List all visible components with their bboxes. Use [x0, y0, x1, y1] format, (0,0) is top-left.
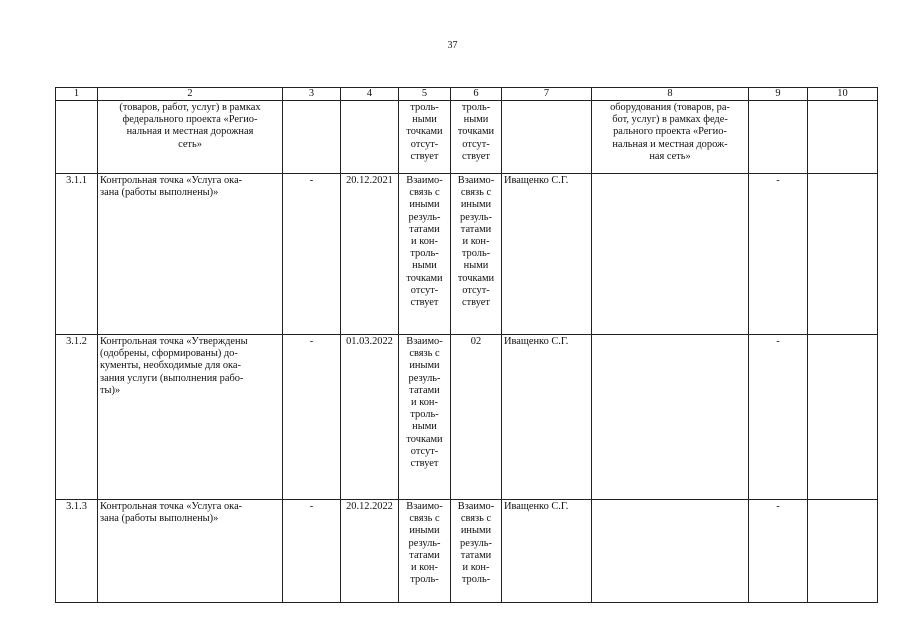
column-header: 9: [749, 88, 808, 101]
row-responsible: Иващенко С.Г.: [502, 500, 592, 603]
row-responsible: [502, 101, 592, 174]
column-header: 3: [283, 88, 341, 101]
column-header: 4: [341, 88, 399, 101]
row-col9: [749, 101, 808, 174]
column-header: 8: [592, 88, 749, 101]
row-name: Контрольная точка «Услуга ока- зана (работы выполнены)»: [98, 174, 283, 335]
row-col6: троль- ными точками отсут- ствует: [451, 101, 502, 174]
table-row: [56, 101, 878, 174]
row-name: Контрольная точка «Услуга ока- зана (работы выполнены)»: [98, 500, 283, 603]
table-row: [56, 174, 878, 335]
table-row: [56, 500, 878, 603]
row-col3: -: [283, 500, 341, 603]
control-points-table: [55, 87, 878, 603]
column-header: 1: [56, 88, 98, 101]
column-header: 5: [399, 88, 451, 101]
table-row: [56, 335, 878, 500]
row-col6: 02: [451, 335, 502, 500]
row-col8: оборудования (товаров, ра- бот, услуг) в рамках феде- рального проекта «Регио- нальная и местная дорож- ная сеть»: [592, 101, 749, 174]
row-date: 01.03.2022: [341, 335, 399, 500]
row-number: 3.1.3: [56, 500, 98, 603]
row-date: [341, 101, 399, 174]
row-col9: -: [749, 174, 808, 335]
column-header: 6: [451, 88, 502, 101]
row-col6: Взаимо- связь с иными резуль- татами и кон- троль-: [451, 500, 502, 603]
row-date: 20.12.2021: [341, 174, 399, 335]
row-name: Контрольная точка «Утверждены (одобрены, сформированы) до- кументы, необходимые для ока- зания услуги (выполнения рабо- ты)»: [98, 335, 283, 500]
row-col10: [808, 174, 878, 335]
row-col10: [808, 101, 878, 174]
row-col3: -: [283, 335, 341, 500]
column-header: 2: [98, 88, 283, 101]
row-col9: -: [749, 335, 808, 500]
row-col5: Взаимо- связь с иными резуль- татами и кон- троль- ными точками отсут- ствует: [399, 174, 451, 335]
row-number: [56, 101, 98, 174]
column-header: 7: [502, 88, 592, 101]
row-col8: [592, 335, 749, 500]
row-col6: Взаимо- связь с иными резуль- татами и кон- троль- ными точками отсут- ствует: [451, 174, 502, 335]
row-col5: троль- ными точками отсут- ствует: [399, 101, 451, 174]
row-col5: Взаимо- связь с иными резуль- татами и кон- троль-: [399, 500, 451, 603]
row-name: (товаров, работ, услуг) в рамках федерального проекта «Регио- нальная и местная дорожная сеть»: [98, 101, 283, 174]
row-col8: [592, 500, 749, 603]
row-col8: [592, 174, 749, 335]
row-col9: -: [749, 500, 808, 603]
row-col10: [808, 500, 878, 603]
page-number: 37: [447, 40, 458, 51]
row-number: 3.1.2: [56, 335, 98, 500]
row-col5: Взаимо- связь с иными резуль- татами и кон- троль- ными точками отсут- ствует: [399, 335, 451, 500]
row-col3: -: [283, 174, 341, 335]
row-responsible: Иващенко С.Г.: [502, 335, 592, 500]
row-col10: [808, 335, 878, 500]
row-date: 20.12.2022: [341, 500, 399, 603]
row-responsible: Иващенко С.Г.: [502, 174, 592, 335]
row-col3: [283, 101, 341, 174]
column-number-row: [56, 88, 878, 101]
row-number: 3.1.1: [56, 174, 98, 335]
column-header: 10: [808, 88, 878, 101]
